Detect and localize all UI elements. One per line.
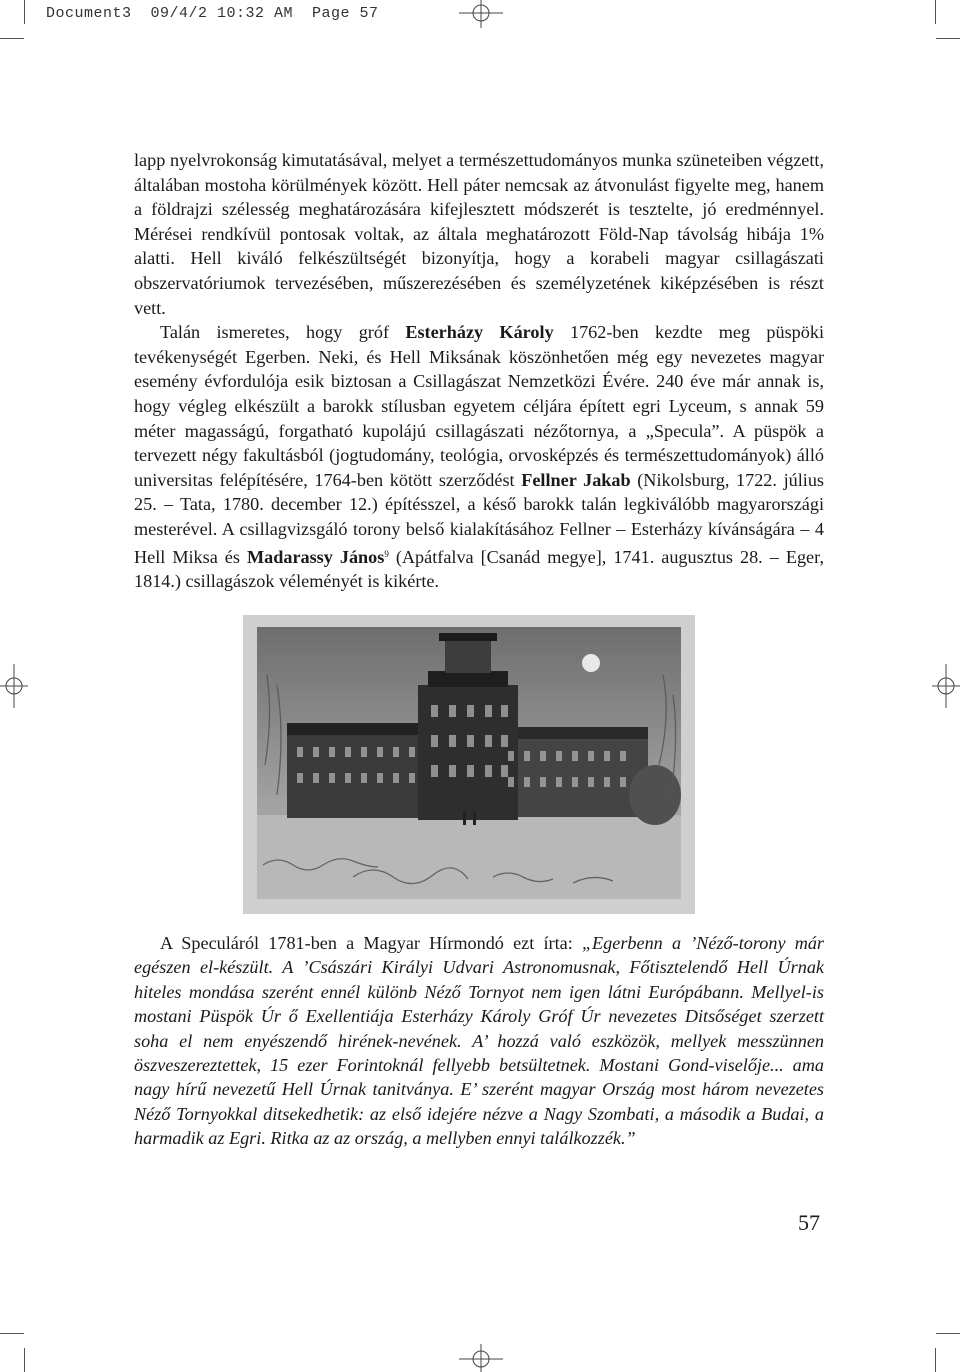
crop-mark	[935, 1348, 936, 1372]
body-text	[134, 148, 824, 594]
registration-mark-icon	[930, 662, 960, 710]
footnote-ref: 9	[384, 548, 389, 559]
crop-mark	[0, 1333, 24, 1334]
bold-name: Fellner Jakab	[521, 469, 631, 490]
text-run: Talán ismeretes, hogy gróf	[160, 322, 406, 343]
crop-mark	[24, 1348, 25, 1372]
caption-quote: „Egerbenn a ’Néző-torony már egészen el-készült. A ’Császári Királyi Udvari Astronomusnak, Főtisztelendő Hell Úrnak hiteles mondása szerént ennél különb Néző Tornyot nem igen látni Európábann. Mellyel-is mostani Püspök Úr ő Exellentiája Esterházy Károly Gróf Úr nevezetes Ditsőséget szerzett soha el nem enyészendő hirének-nevének. A’ hozzá való eszközök, mellyek messzünnen öszveszereztettek, 15 ezer Forintoknál fellyebb betsültetnek. Mostani Gond-viselője... ama nagy hírű nevezetű Hell Úrnak tanitványa. E’ szerént magyar Ország most három nevezetes Néző Tornyokkal ditsekedhetik: az első idejére nézve a Nagy Szombati, a második a Budai, a harmadik az Egri. Ritka az az ország, a mellyben ennyi találkozzék.”	[134, 933, 824, 1149]
paragraph	[134, 148, 824, 320]
registration-mark-icon	[457, 1342, 505, 1372]
registration-mark-icon	[0, 662, 30, 710]
caption	[134, 931, 824, 1151]
registration-mark-icon	[457, 0, 505, 30]
bold-name: Madarassy János	[246, 546, 385, 567]
caption-lead: A Speculáról 1781-ben a Magyar Hírmondó ezt írta:	[160, 933, 582, 953]
text-run: (Nikolsburg, 1722. július 25. – Tata, 1780. december 12.) építésszel, a késő barokk talán legkiválóbb magyarországi mesterével. A csillagvizsgáló torony belső kialakításához Fellner – Esterházy kívánságára – 4 Hell Miksa és	[134, 469, 824, 567]
caption-paragraph	[134, 931, 824, 1151]
paragraph	[134, 320, 824, 594]
lyceum-building-illustration-icon	[243, 615, 695, 914]
bold-name: Esterházy Károly	[405, 322, 554, 343]
postcard-photo	[243, 615, 695, 914]
crop-mark	[936, 38, 960, 39]
text-run: (Apátfalva [Csanád megye], 1741. augusztus 28. – Eger, 1814.) csillagászok véleményét is kikérte.	[134, 546, 824, 592]
text-run: lapp nyelvrokonság kimutatásával, melyet a természettudományos munka szüneteiben végzett, általában mostoha körülmények között. Hell páter nemcsak az átvonulást figyelte meg, hanem a földrajzi szélesség meghatározására kifejlesztett módszerét is tesztelte, jó eredménnyel. Mérései rendkívül pontosak voltak, az általa meghatározott Föld-Nap távolság hibája 1% alatti. Hell kiváló felkészültségét bizonyítja, hogy a korabeli magyar csillagászati obszervatóriumok tervezésében, műszerezésében és személyzetének kiképzésében is részt vett.	[134, 150, 824, 318]
crop-mark	[24, 0, 25, 24]
slug-text: Document3 09/4/2 10:32 AM Page 57	[46, 5, 379, 22]
page-number: 57	[798, 1210, 820, 1235]
text-run: 1762-ben kezdte meg püspöki tevékenységét Egerben. Neki, és Hell Miksának köszönhetően még egy nevezetes magyar esemény évfordulója esik biztosan a Csillagászat Nemzetközi Évére. 240 éve már annak is, hogy végleg elkészült a barokk stílusban egyetem céljára épített egri Lyceum, s annak 59 méter magasságú, forgatható kupolájú csillagászati nézőtornya, a „Specula”. A püspök a tervezett négy fakultásból (jogtudomány, teológia, orvosképzés és természettudományok) álló universitas felépítésére, 1764-ben kötött szerződést	[134, 322, 825, 490]
crop-mark	[936, 1333, 960, 1334]
crop-mark	[935, 0, 936, 24]
crop-mark	[0, 38, 24, 39]
